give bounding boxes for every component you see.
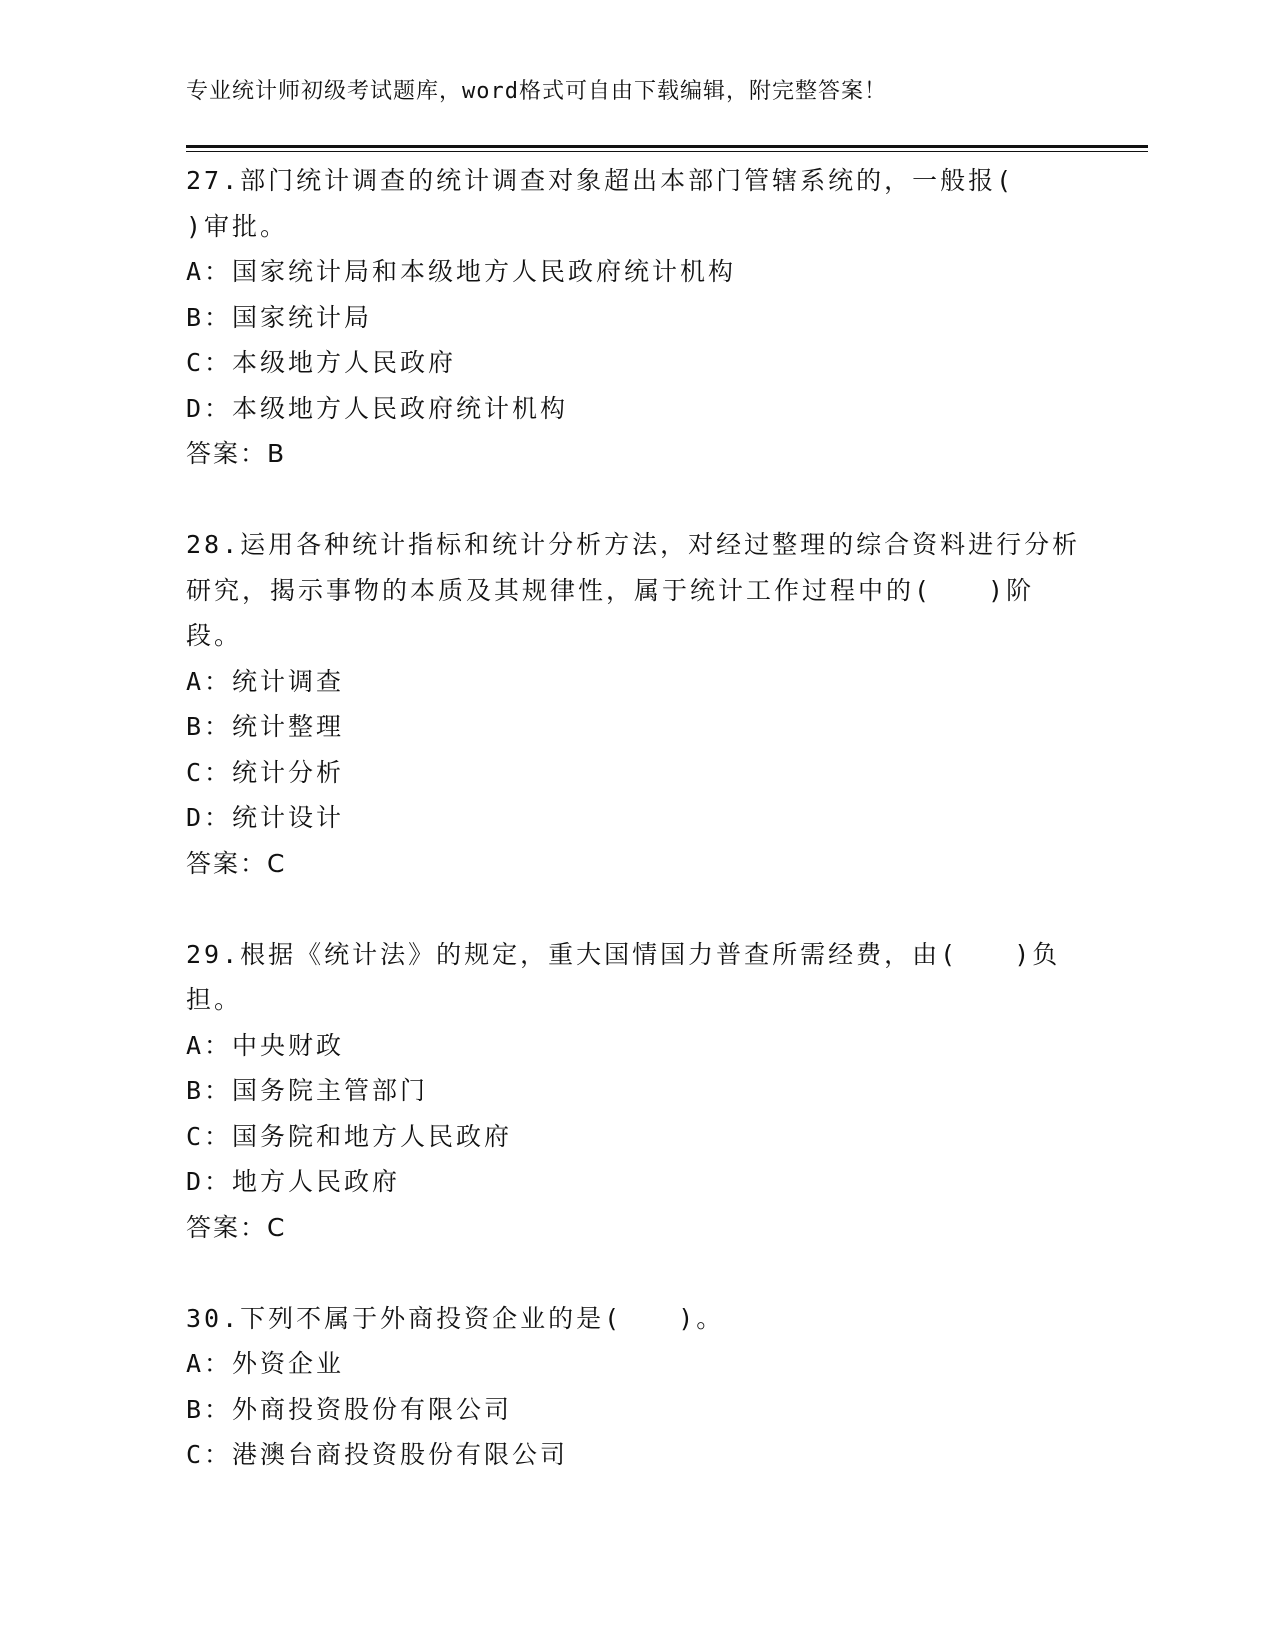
option-b: B：统计整理 xyxy=(186,712,345,741)
option-b: B：国家统计局 xyxy=(186,302,373,332)
answer-value: B xyxy=(267,439,287,468)
answer-value: C xyxy=(267,848,287,878)
header-rule-thick xyxy=(186,145,1148,148)
question-stem: 28.运用各种统计指标和统计分析方法，对经过整理的综合资料进行分析研究，揭示事物的本质及其规律性，属于统计工作过程中的( )阶段。 xyxy=(186,530,1081,650)
answer-label: 答案： xyxy=(186,1212,268,1242)
question-29 xyxy=(186,932,1086,1251)
question-list xyxy=(186,158,1086,1478)
question-spacer xyxy=(186,477,1086,523)
option-c: C：本级地方人民政府 xyxy=(186,348,457,377)
option-d: D：统计设计 xyxy=(186,803,345,832)
option-c: C：港澳台商投资股份有限公司 xyxy=(186,1440,569,1469)
question-30 xyxy=(186,1296,1086,1478)
question-28 xyxy=(186,522,1086,886)
option-b: B：国务院主管部门 xyxy=(186,1076,429,1105)
option-a: A：国家统计局和本级地方人民政府统计机构 xyxy=(186,257,737,286)
answer-value: C xyxy=(267,1212,287,1242)
question-stem: 30.下列不属于外商投资企业的是( )。 xyxy=(186,1303,725,1333)
answer-label: 答案： xyxy=(186,848,268,878)
option-d: D：地方人民政府 xyxy=(186,1167,401,1196)
answer-row xyxy=(186,841,1086,887)
question-spacer xyxy=(186,1250,1086,1296)
answer-row xyxy=(186,1205,1086,1251)
option-c: C：国务院和地方人民政府 xyxy=(186,1121,513,1151)
option-b: B：外商投资股份有限公司 xyxy=(186,1394,513,1424)
page-header: 专业统计师初级考试题库，word格式可自由下载编辑，附完整答案！ xyxy=(186,79,887,104)
option-a: A：中央财政 xyxy=(186,1030,345,1060)
option-a: A：统计调查 xyxy=(186,666,345,696)
question-stem: 27.部门统计调查的统计调查对象超出本部门管辖系统的，一般报( )审批。 xyxy=(186,166,1071,241)
option-c: C：统计分析 xyxy=(186,757,345,787)
header-rule-thin xyxy=(186,151,1148,152)
option-a: A：外资企业 xyxy=(186,1349,345,1378)
question-spacer xyxy=(186,886,1086,932)
answer-label: 答案： xyxy=(186,439,268,468)
question-27 xyxy=(186,158,1086,477)
question-stem: 29.根据《统计法》的规定，重大国情国力普查所需经费，由( )负担。 xyxy=(186,939,1061,1014)
answer-row xyxy=(186,431,1086,477)
option-d: D：本级地方人民政府统计机构 xyxy=(186,393,569,423)
